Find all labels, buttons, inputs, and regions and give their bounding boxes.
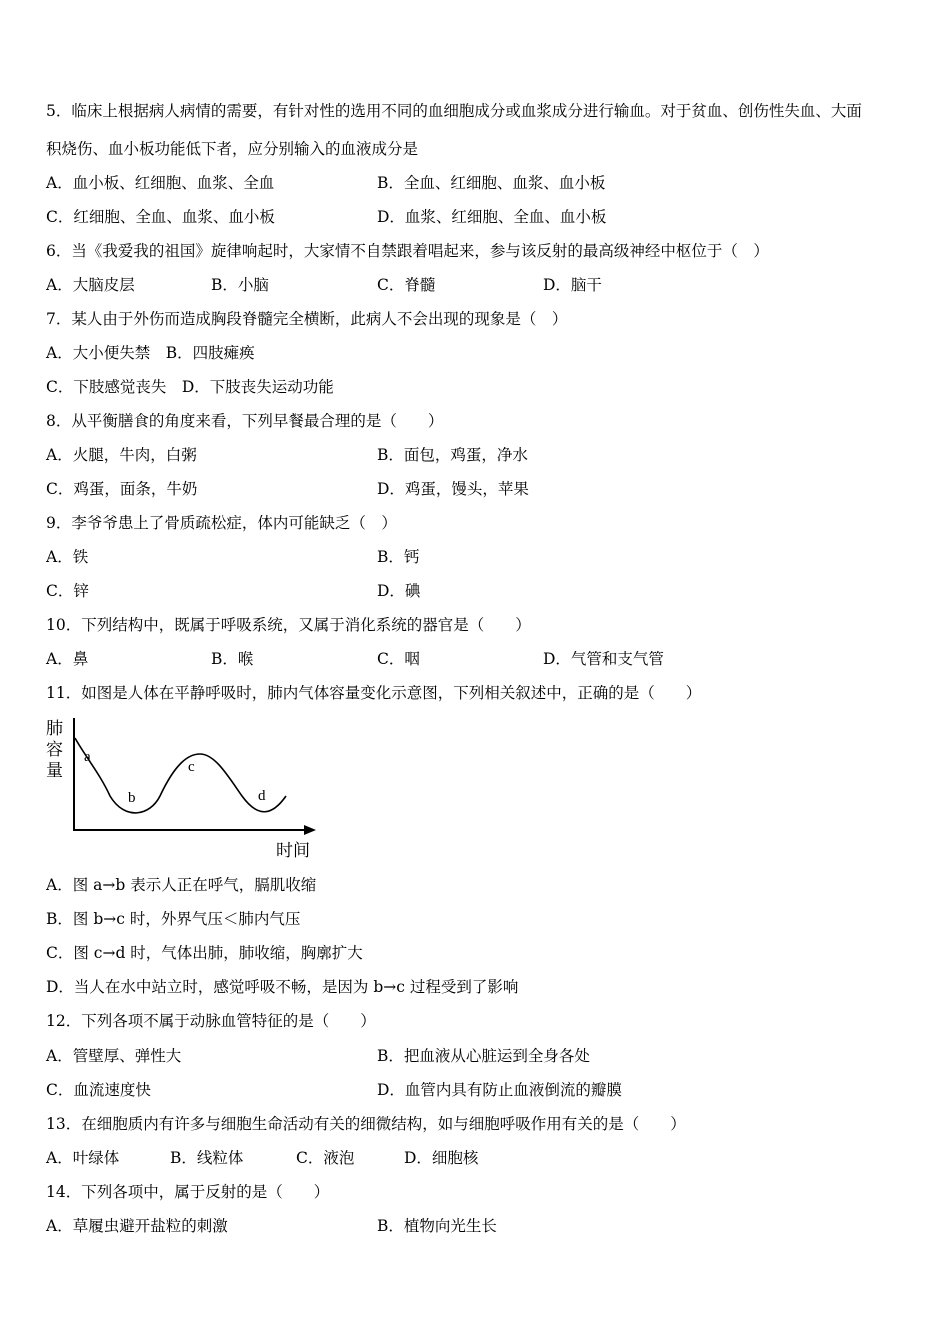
q5-stem-line2: 积烧伤、血小板功能低下者，应分别输入的血液成分是 xyxy=(46,140,419,158)
q8-stem: 8．从平衡膳食的角度来看，下列早餐最合理的是（ ） xyxy=(46,412,444,430)
q7-options-cd: C．下肢感觉丧失 D．下肢丧失运动功能 xyxy=(46,378,334,396)
q7-stem: 7．某人由于外伤而造成胸段脊髓完全横断，此病人不会出现的现象是（ ） xyxy=(46,310,568,328)
q9-option-c: C．锌 xyxy=(46,582,89,600)
q11-option-c: C．图 c→d 时，气体出肺，肺收缩，胸廓扩大 xyxy=(46,944,363,962)
q13-option-c: C．液泡 xyxy=(296,1149,355,1167)
figure-ylabel-char-1: 肺 xyxy=(46,719,63,738)
lung-volume-figure xyxy=(40,716,325,864)
q12-option-b: B．把血液从心脏运到全身各处 xyxy=(377,1047,590,1065)
q11-option-b: B．图 b→c 时，外界气压＜肺内气压 xyxy=(46,910,301,928)
q9-option-a: A．铁 xyxy=(46,548,89,566)
q5-stem-line1: 5．临床上根据病人病情的需要，有针对性的选用不同的血细胞成分或血浆成分进行输血。对于贫血、创伤性失血、大面 xyxy=(46,102,862,120)
q9-option-d: D．碘 xyxy=(377,582,421,600)
q14-option-a: A．草履虫避开盐粒的刺激 xyxy=(46,1217,228,1235)
q9-option-b: B．钙 xyxy=(377,548,420,566)
q13-option-d: D．细胞核 xyxy=(404,1149,479,1167)
q8-option-d: D．鸡蛋，馒头，苹果 xyxy=(377,480,529,498)
q14-stem: 14．下列各项中，属于反射的是（ ） xyxy=(46,1183,330,1201)
q10-stem: 10．下列结构中，既属于呼吸系统，又属于消化系统的器官是（ ） xyxy=(46,616,531,634)
figure-xlabel: 时间 xyxy=(276,841,310,860)
q13-option-b: B．线粒体 xyxy=(170,1149,244,1167)
q8-option-a: A．火腿，牛肉，白粥 xyxy=(46,446,197,464)
q6-stem: 6．当《我爱我的祖国》旋律响起时，大家情不自禁跟着唱起来，参与该反射的最高级神经中枢位于（ ） xyxy=(46,242,769,260)
q10-option-c: C．咽 xyxy=(377,650,420,668)
q10-option-d: D．气管和支气管 xyxy=(543,650,664,668)
q14-option-b: B．植物向光生长 xyxy=(377,1217,497,1235)
q8-option-b: B．面包，鸡蛋，净水 xyxy=(377,446,528,464)
q10-option-a: A．鼻 xyxy=(46,650,89,668)
q5-option-a: A．血小板、红细胞、血浆、全血 xyxy=(46,174,275,192)
q9-stem: 9．李爷爷患上了骨质疏松症，体内可能缺乏（ ） xyxy=(46,514,397,532)
q11-option-a: A．图 a→b 表示人正在呼气，膈肌收缩 xyxy=(46,876,317,894)
q12-stem: 12．下列各项不属于动脉血管特征的是（ ） xyxy=(46,1012,376,1030)
figure-point-a: a xyxy=(84,749,91,765)
q13-stem: 13．在细胞质内有许多与细胞生命活动有关的细微结构，如与细胞呼吸作用有关的是（ ） xyxy=(46,1115,686,1133)
q5-option-c: C．红细胞、全血、血浆、血小板 xyxy=(46,208,275,226)
q12-option-c: C．血流速度快 xyxy=(46,1081,151,1099)
q5-option-d: D．血浆、红细胞、全血、血小板 xyxy=(377,208,607,226)
figure-point-b: b xyxy=(128,790,136,806)
q6-option-b: B．小脑 xyxy=(211,276,269,294)
figure-point-d: d xyxy=(258,788,266,804)
q8-option-c: C．鸡蛋，面条，牛奶 xyxy=(46,480,198,498)
q6-option-a: A．大脑皮层 xyxy=(46,276,135,294)
lung-volume-curve xyxy=(75,738,286,813)
q11-option-d: D．当人在水中站立时，感觉呼吸不畅，是因为 b→c 过程受到了影响 xyxy=(46,978,519,996)
q6-option-d: D．脑干 xyxy=(543,276,602,294)
figure-x-axis-arrow xyxy=(304,825,316,835)
figure-point-c: c xyxy=(188,759,195,775)
q13-option-a: A．叶绿体 xyxy=(46,1149,120,1167)
q6-option-c: C．脊髓 xyxy=(377,276,436,294)
q12-option-d: D．血管内具有防止血液倒流的瓣膜 xyxy=(377,1081,622,1099)
q10-option-b: B．喉 xyxy=(211,650,254,668)
figure-ylabel-char-2: 容 xyxy=(46,740,63,759)
q5-option-b: B．全血、红细胞、血浆、血小板 xyxy=(377,174,606,192)
q7-options-ab: A．大小便失禁 B．四肢瘫痪 xyxy=(46,344,255,362)
q11-stem: 11．如图是人体在平静呼吸时，肺内气体容量变化示意图，下列相关叙述中，正确的是（ ） xyxy=(46,684,702,702)
figure-ylabel-char-3: 量 xyxy=(46,761,63,780)
q12-option-a: A．管壁厚、弹性大 xyxy=(46,1047,182,1065)
